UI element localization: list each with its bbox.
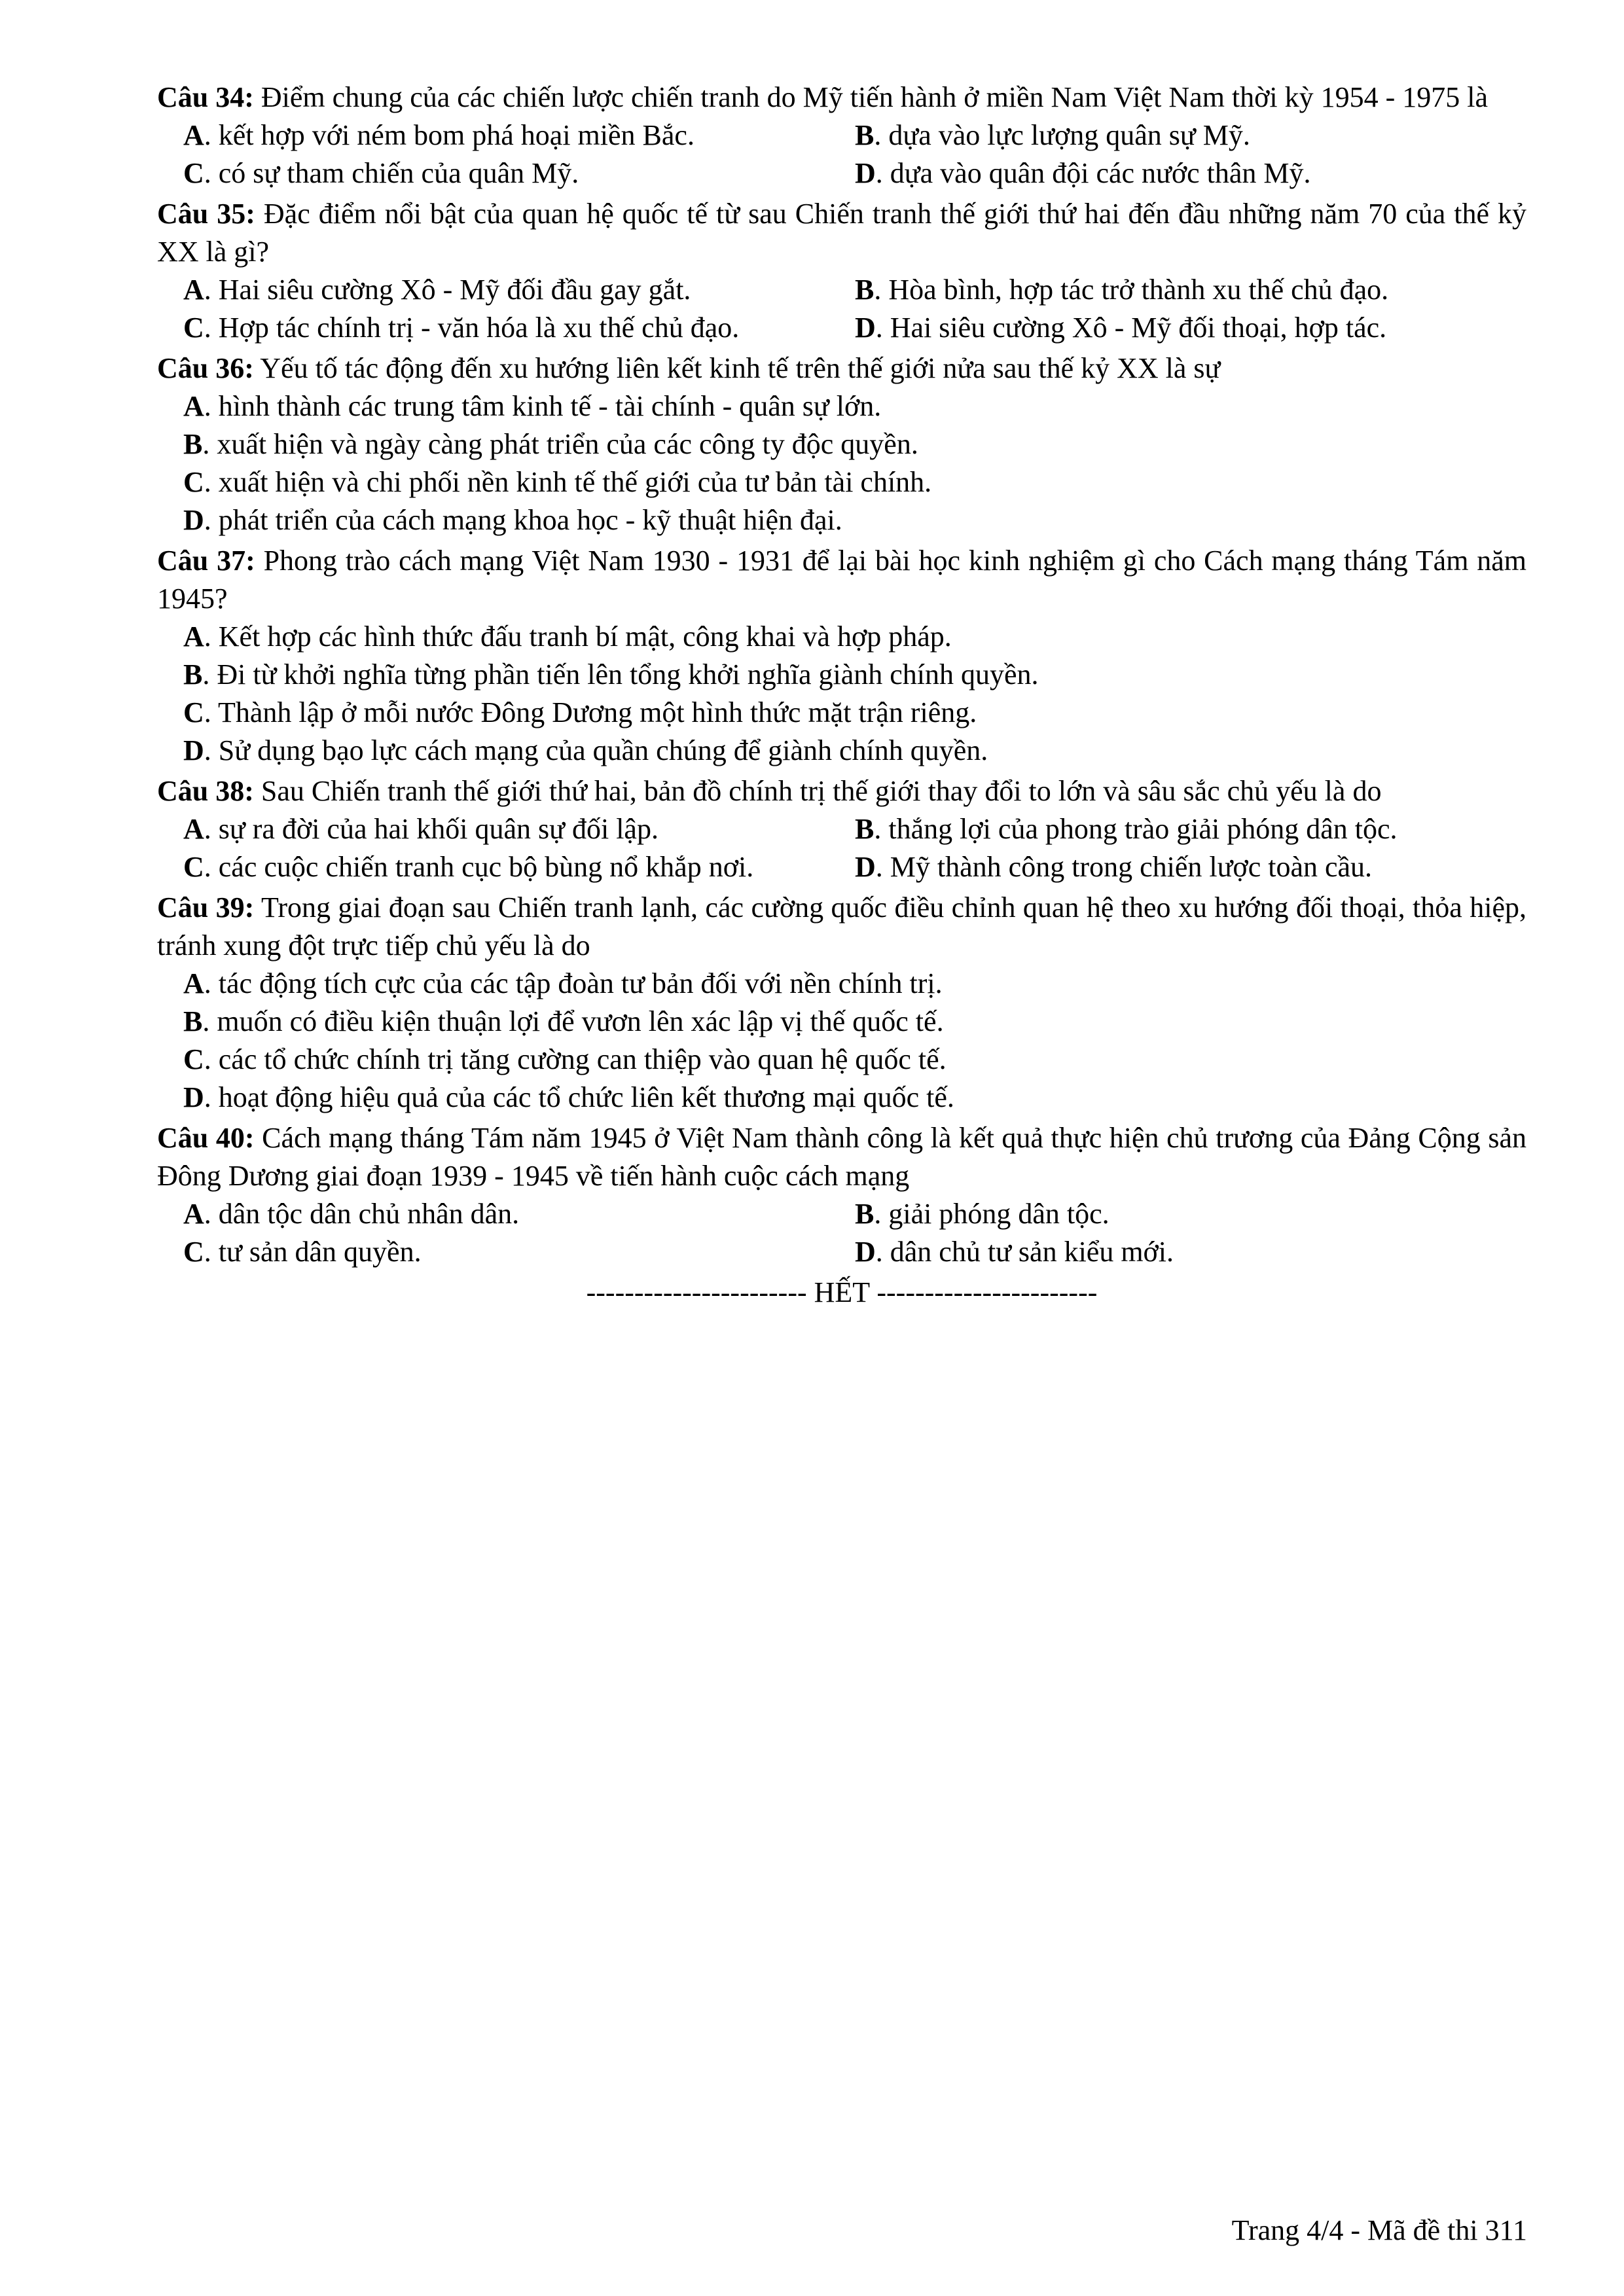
question-36 [157, 350, 1526, 539]
option-d: D. phát triển của cách mạng khoa học - kỹ thuật hiện đại. [183, 504, 842, 536]
question-stem [157, 1119, 1526, 1195]
question-number: Câu 37: [157, 545, 255, 577]
option-b: B. Hòa bình, hợp tác trở thành xu thế chủ đạo. [855, 274, 1389, 306]
question-text: Sau Chiến tranh thế giới thứ hai, bản đồ chính trị thế giới thay đổi to lớn và sâu sắc chủ yếu là do [261, 775, 1382, 807]
option-d: D. hoạt động hiệu quả của các tổ chức liên kết thương mại quốc tế. [183, 1081, 954, 1113]
option-b: B. giải phóng dân tộc. [855, 1198, 1110, 1230]
option-b: B. thắng lợi của phong trào giải phóng dân tộc. [855, 813, 1398, 845]
option-b: B. xuất hiện và ngày càng phát triển của các công ty độc quyền. [183, 428, 918, 460]
exam-page [157, 79, 1526, 1312]
options [157, 271, 1526, 347]
question-40 [157, 1119, 1526, 1271]
option-a: A. kết hợp với ném bom phá hoại miền Bắc. [183, 119, 695, 151]
question-stem [157, 350, 1526, 387]
option-c: C. các tổ chức chính trị tăng cường can thiệp vào quan hệ quốc tế. [183, 1043, 947, 1075]
question-text: Yếu tố tác động đến xu hướng liên kết kinh tế trên thế giới nửa sau thế kỷ XX là sự [260, 352, 1221, 384]
question-number: Câu 36: [157, 352, 254, 384]
option-c: C. Thành lập ở mỗi nước Đông Dương một hình thức mặt trận riêng. [183, 696, 977, 728]
question-stem [157, 772, 1526, 810]
question-38 [157, 772, 1526, 886]
option-b: B. muốn có điều kiện thuận lợi để vươn lên xác lập vị thế quốc tế. [183, 1005, 944, 1037]
end-marker: ----------------------- HẾT ----------------------- [586, 1276, 1098, 1308]
option-b: B. dựa vào lực lượng quân sự Mỹ. [855, 119, 1250, 151]
question-stem [157, 79, 1526, 117]
option-a: A. hình thành các trung tâm kinh tế - tài chính - quân sự lớn. [183, 390, 882, 422]
question-34 [157, 79, 1526, 192]
question-text: Cách mạng tháng Tám năm 1945 ở Việt Nam thành công là kết quả thực hiện chủ trương của Đảng Cộng sản Đông Dương giai đoạn 1939 - 1945 về tiến hành cuộc cách mạng [157, 1122, 1526, 1192]
question-stem [157, 195, 1526, 271]
option-c: C. Hợp tác chính trị - văn hóa là xu thế chủ đạo. [183, 312, 740, 344]
option-c: C. các cuộc chiến tranh cục bộ bùng nổ khắp nơi. [183, 851, 754, 883]
question-text: Đặc điểm nổi bật của quan hệ quốc tế từ sau Chiến tranh thế giới thứ hai đến đầu những năm 70 của thế kỷ XX là gì? [157, 198, 1526, 268]
option-d: D. dân chủ tư sản kiểu mới. [855, 1236, 1174, 1268]
question-text: Trong giai đoạn sau Chiến tranh lạnh, các cường quốc điều chỉnh quan hệ theo xu hướng đối thoại, thỏa hiệp, tránh xung đột trực tiếp chủ yếu là do [157, 891, 1526, 961]
options [157, 1195, 1526, 1271]
options [157, 117, 1526, 192]
question-37 [157, 542, 1526, 770]
option-c: C. xuất hiện và chi phối nền kinh tế thế giới của tư bản tài chính. [183, 466, 932, 498]
question-35 [157, 195, 1526, 347]
option-a: A. Kết hợp các hình thức đấu tranh bí mật, công khai và hợp pháp. [183, 620, 952, 653]
option-d: D. Mỹ thành công trong chiến lược toàn cầu. [855, 851, 1373, 883]
options [157, 810, 1526, 886]
question-stem [157, 542, 1526, 618]
option-b: B. Đi từ khởi nghĩa từng phần tiến lên tổng khởi nghĩa giành chính quyền. [183, 658, 1039, 691]
question-number: Câu 35: [157, 198, 255, 230]
option-a: A. Hai siêu cường Xô - Mỹ đối đầu gay gắt. [183, 274, 691, 306]
option-d: D. Sử dụng bạo lực cách mạng của quần chúng để giành chính quyền. [183, 734, 988, 766]
question-number: Câu 34: [157, 81, 254, 113]
options [157, 965, 1526, 1117]
option-c: C. tư sản dân quyền. [183, 1236, 422, 1268]
option-a: A. tác động tích cực của các tập đoàn tư bản đối với nền chính trị. [183, 967, 943, 999]
question-number: Câu 40: [157, 1122, 255, 1154]
question-stem [157, 889, 1526, 965]
page-footer: Trang 4/4 - Mã đề thi 311 [1231, 2214, 1527, 2246]
option-a: A. dân tộc dân chủ nhân dân. [183, 1198, 520, 1230]
option-c: C. có sự tham chiến của quân Mỹ. [183, 157, 579, 189]
options [157, 387, 1526, 539]
question-number: Câu 39: [157, 891, 255, 924]
option-d: D. dựa vào quân đội các nước thân Mỹ. [855, 157, 1311, 189]
question-text: Điểm chung của các chiến lược chiến tranh do Mỹ tiến hành ở miền Nam Việt Nam thời kỳ 1954 - 1975 là [261, 81, 1489, 113]
options [157, 618, 1526, 770]
question-39 [157, 889, 1526, 1117]
option-d: D. Hai siêu cường Xô - Mỹ đối thoại, hợp tác. [855, 312, 1387, 344]
question-text: Phong trào cách mạng Việt Nam 1930 - 1931 để lại bài học kinh nghiệm gì cho Cách mạng tháng Tám năm 1945? [157, 545, 1527, 615]
option-a: A. sự ra đời của hai khối quân sự đối lập. [183, 813, 659, 845]
question-number: Câu 38: [157, 775, 254, 807]
